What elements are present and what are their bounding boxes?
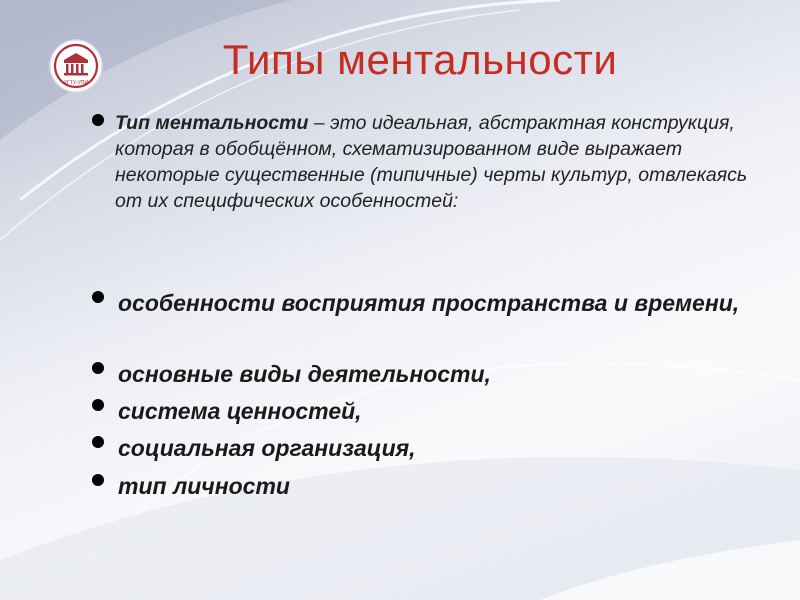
- list-item: основные виды деятельности,: [118, 361, 491, 387]
- bullet-item-4: [92, 436, 104, 448]
- bullet-item-1: [92, 291, 104, 303]
- list-item: система ценностей,: [118, 398, 362, 424]
- list-item: социальная организация,: [118, 435, 416, 461]
- bullet-item-5: [92, 474, 104, 486]
- list-item: тип личности: [118, 473, 290, 499]
- definition-text: [115, 110, 755, 214]
- logo-text: УГТУ-УПИ: [63, 80, 89, 86]
- slide-title: Типы ментальности: [222, 36, 618, 83]
- definition-term: Тип ментальности: [115, 112, 309, 134]
- bullet-item-3: [92, 399, 104, 411]
- definition-body: – это идеальная, абстрактная конструкция, которая в обобщённом, схематизированном виде выражает некоторые существенные (типичные) черты культур, отвлекаясь от их специфических особенностей:: [115, 112, 748, 212]
- list-item: особенности восприятия пространства и времени,: [118, 290, 740, 316]
- bullet-item-2: [92, 362, 104, 374]
- bullet-definition: [92, 114, 104, 126]
